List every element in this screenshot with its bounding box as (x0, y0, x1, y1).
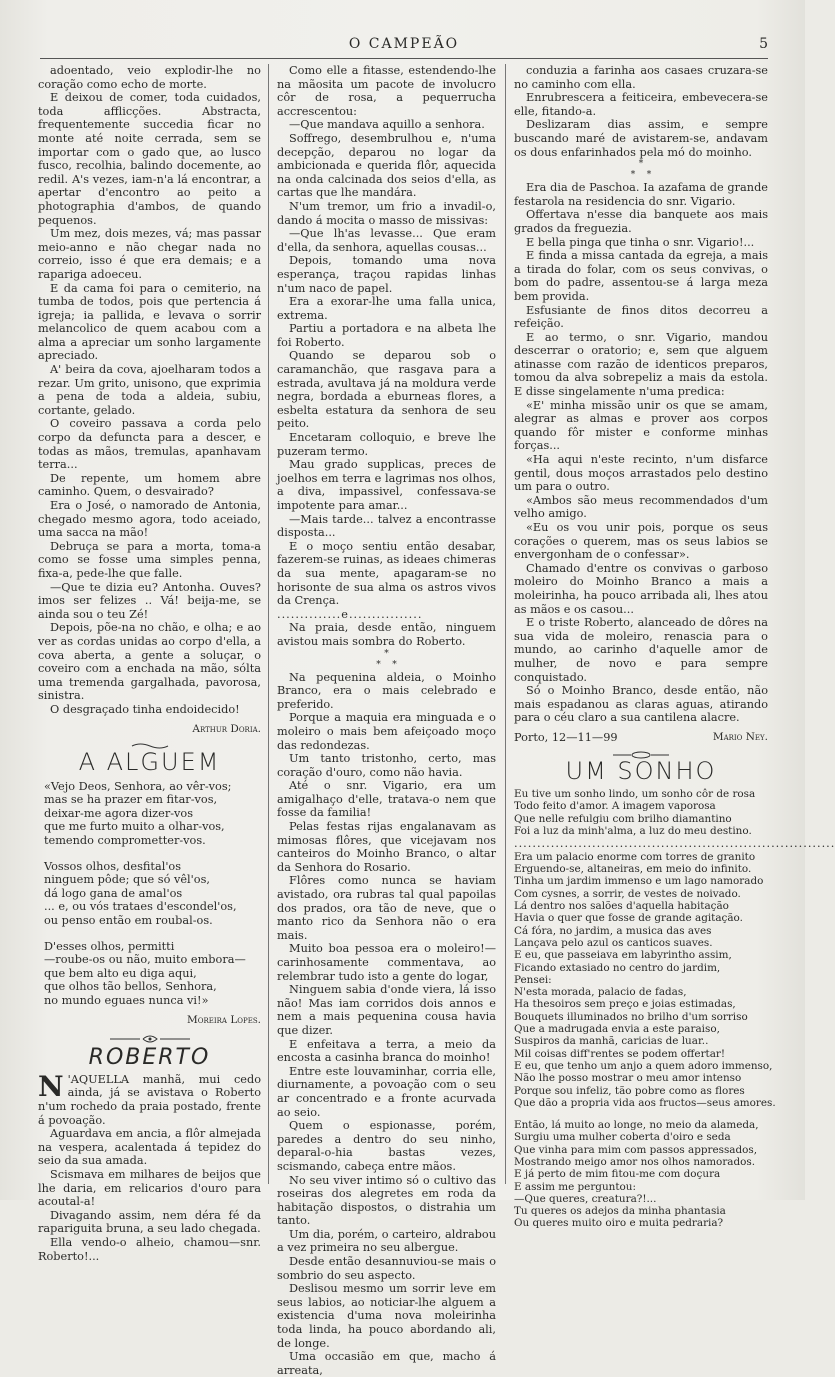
poem-verse: Eu tive um sonho lindo, um sonho côr de rosa (514, 788, 756, 801)
paragraph: Desde então desannuviou-se mais o sombrio do seu aspecto. (277, 1255, 496, 1282)
poem-verse: Que dão a propria vida aos fructos—seus amores. (514, 1096, 776, 1109)
paragraph: conduzia a farinha aos casaes cruzara-se no caminho com ella. (514, 64, 768, 91)
dateline (514, 731, 768, 745)
paragraph: Partiu a portadora e na albeta lhe foi Roberto. (277, 322, 496, 349)
poem-verse: Mil coisas diff'rentes se podem offertar! (514, 1047, 726, 1060)
poem-verse: Porque sou infeliz, tão pobre como as flores (514, 1084, 745, 1097)
poem-um-sonho (514, 788, 835, 1230)
paragraph: adoentado, veio explodir-lhe no coração como echo de morte. (38, 64, 261, 91)
dotted-separator-2: ...................................................................... (514, 837, 835, 851)
paragraph: Era o José, o namorado de Antonia, chegado mesmo agora, todo aceiado, uma sacca na mão! (38, 499, 261, 540)
poem-verse: Todo feito d'amor. A imagem vaporosa (514, 800, 716, 813)
paragraph: Uma occasião em que, macho á arreata, (277, 1350, 496, 1377)
paragraph: E enfeitava a terra, a meio da encosta a casinha branca do moinho! (277, 1037, 496, 1065)
paragraph: Flôres como nunca se haviam avistado, ora rubras tal qual papoilas dos prados, ora tão de neve, que o manto rico da Senhora não o era mais. (277, 874, 496, 942)
paragraph: Muito boa pessoa era o moleiro!—carinhosamente commentava, ao relembrar tudo isto a gente do logar, (277, 942, 496, 983)
paragraph: E o triste Roberto, alanceado de dôres na sua vida de moleiro, renascia para o mundo, ao carinho d'aquelle amor de mulher, de novo e para sempre conquistado. (514, 616, 768, 684)
column-1 (38, 64, 261, 1263)
paragraph: Quando se deparou sob o caramanchão, que rasgava para a estrada, avultava já na moldura verde negra, bordada a eburneas flores, a esbelta estatura da senhora de seu peito. (277, 349, 496, 431)
poem-verse: —Que queres, creatura?!... (514, 1192, 657, 1205)
paragraph: E ao termo, o snr. Vigario, mandou descerrar o oratorio; e, sem que alguem atinasse com razão de identicos preparos, tomou da alva sobrepeliz a mais da estola. E disse singelamente n'uma predica: (514, 330, 768, 399)
story-moinho-continued (514, 64, 768, 159)
story-roberto-continued (277, 64, 496, 608)
poem-verse: Foi a luz da minh'alma, a luz do meu destino. (514, 824, 752, 837)
paragraph: A' beira da cova, ajoelharam todos a rezar. Um grito, unisono, que exprimia a pena de toda a aldeia, subiu, cortante, gelado. (38, 363, 261, 417)
paragraph: Scismava em milhares de beijos que lhe daria, em relicarios d'ouro para acoutal-a! (38, 1167, 261, 1209)
poem-verse: ninguem pôde; que só vêl'os, (44, 873, 210, 887)
paragraph: E deixou de comer, toda cuidados, toda afflicções. Abstracta, frequentemente succedia ficar no monte até noite cerrada, sem se importar com o gado que, ao lusco fusco, recolhia, balindo docemente, ao redil. A's vezes, iam-n'a lá encontrar, a apertar d'encontro ao peito a photographia d'ambos, de quando pequenos. (38, 91, 261, 227)
paragraph: Debruça se para a morta, toma-a como se fosse uma simples penna, fixa-a, pede-lhe que falle. (38, 539, 261, 580)
story-roberto-end (277, 621, 496, 648)
poem-verse: Tinha um jardim immenso e um lago namorado (514, 875, 764, 888)
paragraph: Pelas festas rijas engalanavam as mimosas flôres, que vicejavam nos canteiros do Moinho Branco, o altar da Senhora do Rosario. (277, 820, 496, 874)
page-number: 5 (759, 36, 768, 52)
paragraph: «E' minha missão unir os que se amam, alegrar as almas e prover aos corpos quando fôr mister e conforme minhas forças... (514, 398, 768, 453)
paragraph: O coveiro passava a corda pelo corpo da defuncta para a descer, e todas as mãos, tremulas, apanhavam terra... (38, 417, 261, 472)
paragraph: Encetaram colloquio, e breve lhe puzeram termo. (277, 431, 496, 458)
poem-verse: Mostrando meigo amor nos olhos namorados. (514, 1156, 756, 1168)
poem-verse: Com cysnes, a sorrir, de vestes de noivado. (514, 887, 741, 900)
signature-moreira-lopes: Moreira Lopes. (187, 1013, 261, 1026)
paragraph: Um tanto tristonho, certo, mas coração d'ouro, como não havia. (277, 752, 496, 779)
poem-verse: Que vinha para mim com passos appressados, (514, 1143, 758, 1156)
poem-verse: Era um palacio enorme com torres de granito (514, 850, 756, 863)
poem-verse: Ha thesoiros sem preço e joias estimadas, (514, 998, 736, 1011)
date-place: Porto, 12—11—99 (514, 730, 618, 744)
poem-verse: Vossos olhos, desfital'os (44, 859, 182, 873)
poem-verse: Havia o quer que fosse de grande agitação. (514, 912, 743, 925)
page-header (40, 36, 768, 59)
poem-verse: ... e, ou vós trataes d'escondel'os, (44, 900, 237, 914)
poem-verse: Erguendo-se, altaneiras, em meio do infinito. (514, 863, 752, 876)
story-roberto-opening: N 'AQUELLA manhã, mui cedo ainda, já se avistava o Roberto n'um rochedo da praia postado, frente á povoação. Aguardava em ancia, a flôr almejada na vespera, acalentada á tepidez do seio da sua amada. Scismava em milhares de beijos que lhe daria, em relicarios d'ouro para acoutal-a! Divagando assim, nem déra fé da rapariguita bruna, a seu lado chegada. Ella vendo-o alheio, chamou—snr. Roberto!... (38, 1069, 261, 1263)
poem-verse: —roube-os ou não, muito embora— (44, 953, 246, 967)
paragraph: Um dia, porém, o carteiro, aldrabou a vez primeira no seu albergue. (277, 1227, 496, 1255)
paragraph: De repente, um homem abre caminho. Quem, o desvairado? (38, 471, 261, 499)
poem-verse: E assim me perguntou: (514, 1180, 636, 1193)
poem-verse: N'esta morada, palacio de fadas, (514, 986, 687, 999)
paragraph: Só o Moinho Branco, desde então, não mais espadanou as claras aguas, atirando para o céu claro a sua cantilena alacre. (514, 684, 768, 725)
poem-verse: Não lhe posso mostrar o meu amor intenso (514, 1072, 742, 1085)
story-paschoa (514, 181, 768, 725)
paragraph: Chamado d'entre os convivas o garboso moleiro do Moinho Branco a mais a moleirinha, ha pouco arribada ali, lhes atou as mãos e os casou... (514, 561, 768, 616)
paragraph: Soffrego, desembrulhou e, n'uma decepção, deparou no logar da ambicionada e querida flôr, aquecida na onda calcinada dos seios d'ella, as cartas que lhe mandára. (277, 131, 496, 200)
paragraph: Era dia de Paschoa. Ia azafama de grande festarola na residencia do snr. Vigario. (514, 181, 768, 208)
paragraph: Quem o espionasse, porém, paredes a dentro do seu ninho, deparal-o-hia bastas vezes, scismando, cabeça entre mãos. (277, 1119, 496, 1173)
paragraph: «Ha aqui n'este recinto, n'um disfarce gentil, dous moços arrastados pelo destino um para o outro. (514, 453, 768, 494)
asterism: * * * (376, 648, 397, 670)
poem-verse: deixar-me agora dizer-vos (44, 806, 194, 820)
paragraph: N'um tremor, um frio a invadil-o, dando á mocita o masso de missivas: (277, 199, 496, 227)
asterism-2: * * * (630, 159, 652, 181)
paragraph: Na pequenina aldeia, o Moinho Branco, era o mais celebrado e preferido. (277, 670, 496, 711)
signature-mario-ney: Mario Ney. (712, 730, 768, 743)
paragraph: —Que te dizia eu? Antonha. Ouves? imos ser felizes .. Vá! beija-me, se ainda sou o teu Zé! (38, 580, 261, 621)
poem-verse: D'esses olhos, permitti (44, 939, 175, 953)
poem-verse: no mundo eguaes nunca vi!» (44, 994, 209, 1007)
paragraph: E finda a missa cantada da egreja, a mais a tirada do folar, com os seus convivas, o bom do padre, assentou-se á larga meza bem provida. (514, 249, 768, 303)
poem-verse: Lançava pelo azul os canticos suaves. (514, 936, 713, 949)
paragraph: E o moço sentiu então desabar, fazerem-se ruinas, as ideaes chimeras da sua mente, apagaram-se no horisonte de sua alma os astros vivos da Crença. (277, 539, 496, 608)
paragraph: «Eu os vou unir pois, porque os seus corações o querem, mas os seus labios se envergonham de o confessar». (514, 521, 768, 562)
poem-verse: Cá fóra, no jardim, a musica das aves (514, 924, 712, 937)
poem-verse: Suspiros da manhã, caricias de luar.. (514, 1035, 709, 1048)
poem-a-alguem (44, 780, 261, 1008)
paragraph: Era a exorar-lhe uma falla unica, extrema. (277, 295, 496, 322)
poem-verse: Que nelle refulgiu com brilho diamantino (514, 812, 732, 825)
paragraph: O desgraçado tinha endoidecido! (50, 702, 240, 716)
poem-verse: que bem alto eu diga aqui, (44, 966, 197, 980)
paragraph: —Que lh'as levasse... Que eram d'ella, da senhora, aquellas cousas... (277, 227, 496, 254)
paragraph: —Mais tarde... talvez a encontrasse disposta... (277, 512, 496, 540)
poem-verse: temendo comprometter-vos. (44, 834, 206, 848)
paragraph: Depois, tomando uma nova esperança, traçou rapidas linhas n'um naco de papel. (277, 254, 496, 295)
paragraph: Mau grado supplicas, preces de joelhos em terra e lagrimas nos olhos, a diva, impassivel, confessava-se impotente para amar... (277, 458, 496, 512)
poem-verse: Ficando extasiado no centro do jardim, (514, 961, 721, 974)
poem-title: A ALGUEM (78, 748, 221, 777)
column-rule-1 (268, 64, 269, 1184)
poem-verse: Tu queres os adejos da minha phantasia (514, 1205, 726, 1218)
poem-verse: E eu, que passeiava em labyrintho assim, (514, 949, 732, 962)
poem-verse: E eu, que tenho um anjo a quem adoro immenso, (514, 1059, 773, 1072)
poem-title-um-sonho: UM SONHO (565, 756, 717, 785)
newspaper-title: O CAMPEÃO (348, 36, 460, 52)
poem-verse: Que a madrugada envia a este paraiso, (514, 1023, 720, 1036)
paragraph: Depois, põe-na no chão, e olha; e ao ver as cordas unidas ao corpo d'ella, a cova aberta, a gente a soluçar, o coveiro com a enchada na mão, sólta uma tremenda gargalhada, pavorosa, sinistra. (38, 621, 261, 703)
story-ending-text (38, 64, 261, 717)
dotted-separator: ..............e................ (277, 607, 423, 621)
paragraph: Como elle a fitasse, estendendo-lhe na mãosita um pacote de involucro côr de rosa, a pequerrucha accrescentou: (277, 64, 496, 118)
column-rule-2 (505, 64, 506, 1184)
paragraph: Ninguem sabia d'onde viera, lá isso não! Mas iam corridos dois annos e nem a mais pequenina cousa havia que dizer. (277, 983, 496, 1037)
poem-verse: que olhos tão bellos, Senhora, (44, 980, 217, 994)
poem-verse: dá logo gana de amal'os (44, 886, 183, 900)
paragraph: Esfusiante de finos ditos decorreu a refeição. (514, 303, 768, 331)
paragraph: Um mez, dois mezes, vá; mas passar meio-anno e não chegar nada no correio, isso é que era demais; e a rapariga adoeceu. (38, 227, 261, 281)
paragraph: Até o snr. Vigario, era um amigalhaço d'elle, tratava-o nem que fosse da familia! (277, 779, 496, 820)
story-title-roberto: ROBERTO (88, 1045, 211, 1071)
poem-verse: Surgiu uma mulher coberta d'oiro e seda (514, 1131, 731, 1144)
poem-verse: Então, lá muito ao longe, no meio da alameda, (514, 1119, 759, 1132)
poem-verse: ou penso então em roubal-os. (44, 914, 213, 928)
paragraph: Ella vendo-o alheio, chamou—snr. Roberto!... (38, 1235, 261, 1263)
column-3 (514, 64, 835, 1230)
paragraph: Divagando assim, nem déra fé da rapariguita bruna, a seu lado chegada. (38, 1208, 261, 1236)
story-moinho-branco (277, 671, 496, 1377)
paragraph: Enrubrescera a feiticeira, embevecera-se elle, fitando-a. (514, 91, 768, 118)
paragraph: No seu viver intimo só o cultivo das roseiras dos alegretes em roda da habitação dispostos, o distrahia um tanto. (277, 1173, 496, 1228)
drop-cap: N (38, 1069, 64, 1103)
poem-verse: Ou queres muito oiro e muita pedraria? (514, 1217, 724, 1230)
signature-arthur-doria: Arthur Doria. (192, 722, 261, 735)
paragraph: Na praia, desde então, ninguem avistou mais sombra do Roberto. (277, 621, 496, 648)
paragraph: E da cama foi para o cemiterio, na tumba de todos, pois que pertencia á igreja; ia pallida, e levava o sorrir melancolico de quem acabou com a alma a apreciar um sonho largamente apreciado. (38, 281, 261, 363)
poem-verse: que me furto muito a olhar-vos, (44, 820, 225, 834)
paragraph: Deslisou mesmo um sorrir leve em seus labios, ao noticiar-lhe alguem a existencia d'uma nova moleirinha toda linda, ha pouco abordando ali, de longe. (277, 1282, 496, 1350)
paragraph: «Ambos são meus recommendados d'um velho amigo. (514, 493, 768, 521)
poem-verse: Pensei: (514, 973, 552, 986)
poem-verse: E já perto de mim fitou-me com doçura (514, 1168, 721, 1181)
column-2 (277, 64, 496, 1377)
ornament-divider-2 (38, 1033, 261, 1045)
paragraph: Offertava n'esse dia banquete aos mais grados da freguezia. (514, 208, 768, 235)
paragraph: Deslizaram dias assim, e sempre buscando maré de avistarem-se, andavam os dous enfarinhados pela mó do moinho. (514, 118, 768, 159)
poem-verse: Bouquets illuminados no brilho d'um sorriso (514, 1010, 748, 1023)
paragraph: —Que mandava aquillo a senhora. (289, 118, 485, 132)
paragraph: Entre este louvaminhar, corria elle, diurnamente, a povoação com o seu ar concentrado e a fronte acurvada ao seio. (277, 1064, 496, 1119)
poem-verse: Lá dentro nos salões d'aquella habitação (514, 900, 729, 913)
poem-verse: mas se ha prazer em fitar-vos, (44, 793, 218, 807)
paragraph: Porque a maquia era minguada e o moleiro o mais bem afeiçoado moço das redondezas. (277, 711, 496, 752)
paragraph: E bella pinga que tinha o snr. Vigario!... (526, 235, 755, 249)
paragraph: Aguardava em ancia, a flôr almejada na vespera, acalentada á tepidez do seio da sua amada. (38, 1127, 261, 1168)
poem-verse: «Vejo Deos, Senhora, ao vêr-vos; (44, 779, 232, 793)
